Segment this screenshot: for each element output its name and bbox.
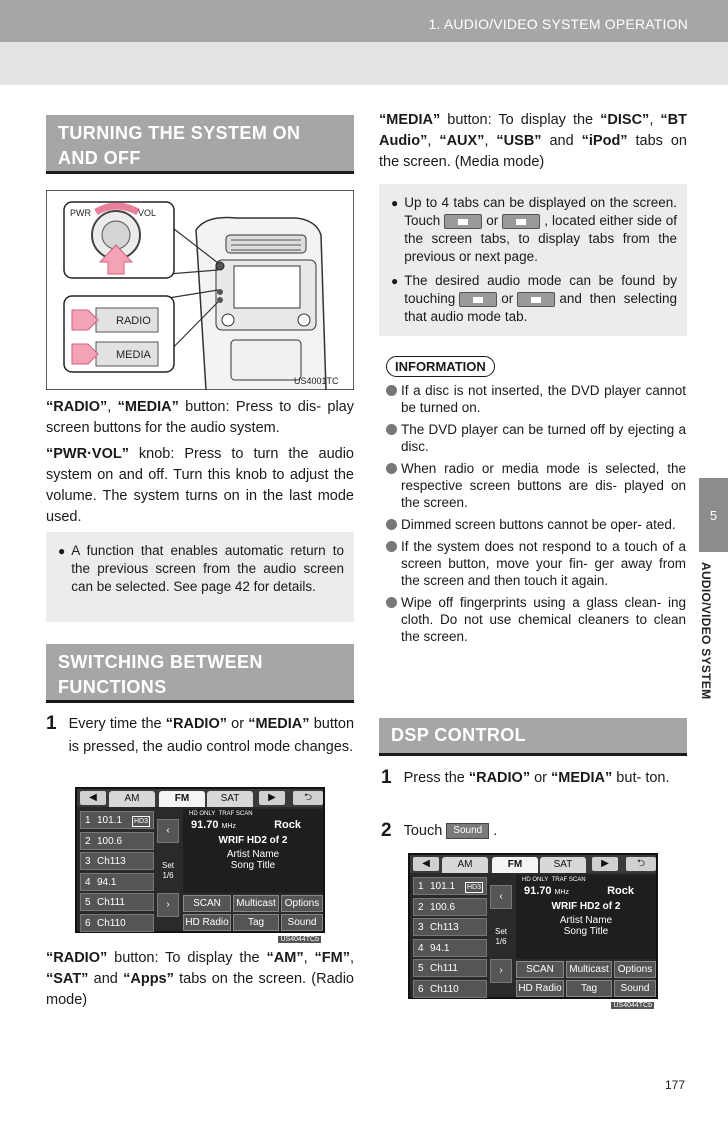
left-column [46, 115, 354, 174]
note-tabs [379, 184, 687, 336]
header-band [0, 0, 728, 42]
pwr-label: PWR [70, 208, 91, 218]
section-heading-switching: SWITCHING BETWEEN FUNCTIONS [46, 644, 354, 703]
left-text-block-1 [46, 397, 354, 528]
back-icon[interactable]: ⮌ [626, 857, 656, 871]
bullet-circle-icon [386, 424, 397, 435]
preset-button[interactable]: 3 Ch113 [80, 852, 154, 870]
station-info-panel: HD ONLY TRAF SCAN 91.70 MHz Rock WRIF HD2 of 2 Artist Name Song Title [516, 875, 656, 959]
information-list [386, 382, 686, 645]
preset-button[interactable]: 3 Ch113 [413, 918, 487, 936]
screen-function-button[interactable]: Sound [281, 914, 323, 931]
prev-page-icon[interactable]: ‹ [157, 819, 179, 843]
prev-page-icon[interactable]: ‹ [490, 885, 512, 909]
back-icon[interactable]: ⮌ [293, 791, 323, 805]
preset-button[interactable]: 2 100.6 [413, 898, 487, 916]
left-arrow-button-icon [444, 214, 482, 229]
screen-tab[interactable]: FM [492, 857, 538, 873]
information-item-text: The DVD player can be turned off by ejecting a disc. [401, 422, 686, 454]
screen-tab[interactable]: AM [109, 791, 155, 807]
prev-tab-arrow-icon[interactable]: ◀ [413, 857, 439, 871]
radio-media-paragraph: “RADIO”, “MEDIA” button: Press to dis- play screen buttons for the audio system. [46, 399, 354, 436]
sound-button-icon: Sound [446, 823, 489, 839]
right-text-block-1 [379, 110, 687, 173]
head-unit-screen [234, 266, 300, 308]
step-number: 1 [381, 767, 392, 788]
screen-tab[interactable]: AM [442, 857, 488, 873]
information-block [386, 356, 686, 645]
section-heading-dsp: DSP CONTROL [379, 718, 687, 756]
right-arrow-button-icon [517, 292, 555, 307]
screen-tab[interactable]: SAT [207, 791, 253, 807]
side-label-text: AUDIO/VIDEO SYSTEM [699, 562, 713, 700]
left-text-block-2 [46, 948, 354, 1011]
dashboard-illustration [46, 190, 354, 390]
bullet-icon: ● [391, 196, 399, 210]
preset-button[interactable]: 5 Ch111 [80, 893, 154, 911]
section-heading-turning-on: TURNING THE SYSTEM ON AND OFF [46, 115, 354, 174]
information-item-text: If the system does not respond to a touch of a screen button, move your fin- ger away from the screen and then touch it again. [401, 539, 686, 588]
screen-function-button[interactable]: Tag [233, 914, 279, 931]
preset-page-label: Set 1/6 [494, 927, 507, 946]
next-page-icon[interactable]: › [490, 959, 512, 983]
bullet-circle-icon [386, 597, 397, 608]
media-mode-paragraph: “MEDIA” button: To display the “DISC”, “BT Audio”, “AUX”, “USB” and “iPod” tabs on the screen. (Media mode) [379, 112, 687, 170]
note-auto-return-text: A function that enables automatic return to the previous screen from the audio screen can be selected. See page 42 for details. [71, 543, 344, 594]
chapter-tab-number: 5 [699, 478, 728, 552]
station-info-panel: HD ONLY TRAF SCAN 91.70 MHz Rock WRIF HD2 of 2 Artist Name Song Title [183, 809, 323, 893]
information-item-text: If a disc is not inserted, the DVD player cannot be turned on. [401, 383, 686, 415]
step-text: Every time the “RADIO” or “MEDIA” button is pressed, the audio control mode changes. [68, 716, 355, 755]
note-tabs-text-2: The desired audio mode can be found by touching or and then selecting that audio mode tab. [404, 273, 677, 324]
note-tabs-text-1: Up to 4 tabs can be displayed on the screen. Touch or , located either side of the screen tabs, to display tabs from the previous or next page. [404, 195, 677, 264]
prev-tab-arrow-icon[interactable]: ◀ [80, 791, 106, 805]
radio-mode-paragraph: “RADIO” button: To display the “AM”, “FM”, “SAT” and “Apps” tabs on the screen. (Radio mode) [46, 950, 354, 1008]
vol-label: VOL [138, 208, 157, 218]
information-item-text: When radio or media mode is selected, the respective screen buttons are dis- played on the screen. [401, 461, 686, 510]
radio-label: RADIO [116, 315, 151, 327]
screen-function-button[interactable]: HD Radio [183, 914, 231, 931]
step-text: Press the “RADIO” or “MEDIA” but- ton. [403, 770, 670, 786]
information-item [386, 594, 686, 645]
bullet-circle-icon [386, 519, 397, 530]
bullet-circle-icon [386, 463, 397, 474]
information-item-text: Dimmed screen buttons cannot be oper- ated. [401, 517, 676, 532]
preset-button[interactable]: 6 Ch110 [80, 914, 154, 932]
pwr-vol-paragraph: “PWR·VOL” knob: Press to turn the audio system on and off. Turn this knob to adjust the volume. The system turns on in the last mode used. [46, 446, 354, 525]
step-1-dsp [381, 767, 687, 790]
hd-channel-badge: HD3 [466, 884, 481, 891]
illus-code: US4001TC [294, 376, 339, 386]
screen-image-code: US4044TCb [280, 936, 319, 943]
hd-channel-badge: HD3 [133, 818, 148, 825]
knob-right [298, 314, 310, 326]
bullet-circle-icon [386, 385, 397, 396]
bullet-circle-icon [386, 541, 397, 552]
screen-function-button[interactable]: SCAN [516, 961, 564, 978]
preset-button[interactable]: 1 101.1 HD3 [413, 877, 487, 895]
chapter-side-label [697, 562, 721, 712]
step-text: Touch Sound . [403, 823, 498, 839]
step-2-dsp [381, 820, 687, 843]
information-item [386, 538, 686, 589]
preset-button[interactable]: 2 100.6 [80, 832, 154, 850]
screen-function-button[interactable]: Multicast [233, 895, 279, 912]
next-page-icon[interactable]: › [157, 893, 179, 917]
step-1-switching [46, 713, 354, 759]
next-tab-arrow-icon[interactable]: ▶ [592, 857, 618, 871]
information-badge: INFORMATION [386, 356, 495, 377]
information-item [386, 460, 686, 511]
radio-screen-1 [75, 787, 325, 943]
preset-button[interactable]: 5 Ch111 [413, 959, 487, 977]
chapter-title: 1. AUDIO/VIDEO SYSTEM OPERATION [428, 16, 688, 32]
radio-screen-2 [408, 853, 658, 1009]
bullet-icon: ● [58, 544, 66, 558]
knob-left [222, 314, 234, 326]
information-item [386, 516, 686, 533]
screen-function-button[interactable]: Tag [566, 980, 612, 997]
screen-function-button[interactable]: Multicast [566, 961, 612, 978]
step-number: 1 [46, 713, 57, 734]
note-auto-return [46, 532, 354, 622]
screen-function-button[interactable]: SCAN [183, 895, 231, 912]
screen-tab[interactable]: SAT [540, 857, 586, 873]
screen-image-code: US4044TCb [613, 1002, 652, 1009]
right-arrow-button-icon [502, 214, 540, 229]
next-tab-arrow-icon[interactable]: ▶ [259, 791, 285, 805]
screen-function-button[interactable]: HD Radio [516, 980, 564, 997]
subheader-band [0, 42, 728, 85]
screen-tab[interactable]: FM [159, 791, 205, 807]
left-arrow-button-icon [459, 292, 497, 307]
preset-button[interactable]: 1 101.1 HD3 [80, 811, 154, 829]
step-number: 2 [381, 820, 392, 841]
media-label: MEDIA [116, 349, 151, 361]
information-item [386, 382, 686, 416]
preset-button[interactable]: 4 94.1 [413, 939, 487, 957]
screen-function-button[interactable]: Options [281, 895, 323, 912]
preset-button[interactable]: 6 Ch110 [413, 980, 487, 998]
pwr-knob-dot [216, 262, 224, 270]
bullet-icon: ● [391, 274, 399, 288]
page-number: 177 [665, 1078, 686, 1092]
lower-panel [231, 340, 301, 380]
screen-function-button[interactable]: Sound [614, 980, 656, 997]
preset-button[interactable]: 4 94.1 [80, 873, 154, 891]
preset-page-label: Set 1/6 [161, 861, 174, 880]
information-item [386, 421, 686, 455]
information-item-text: Wipe off fingerprints using a glass clean- ing cloth. Do not use chemical cleaners to clean the screen. [401, 595, 686, 644]
screen-function-button[interactable]: Options [614, 961, 656, 978]
